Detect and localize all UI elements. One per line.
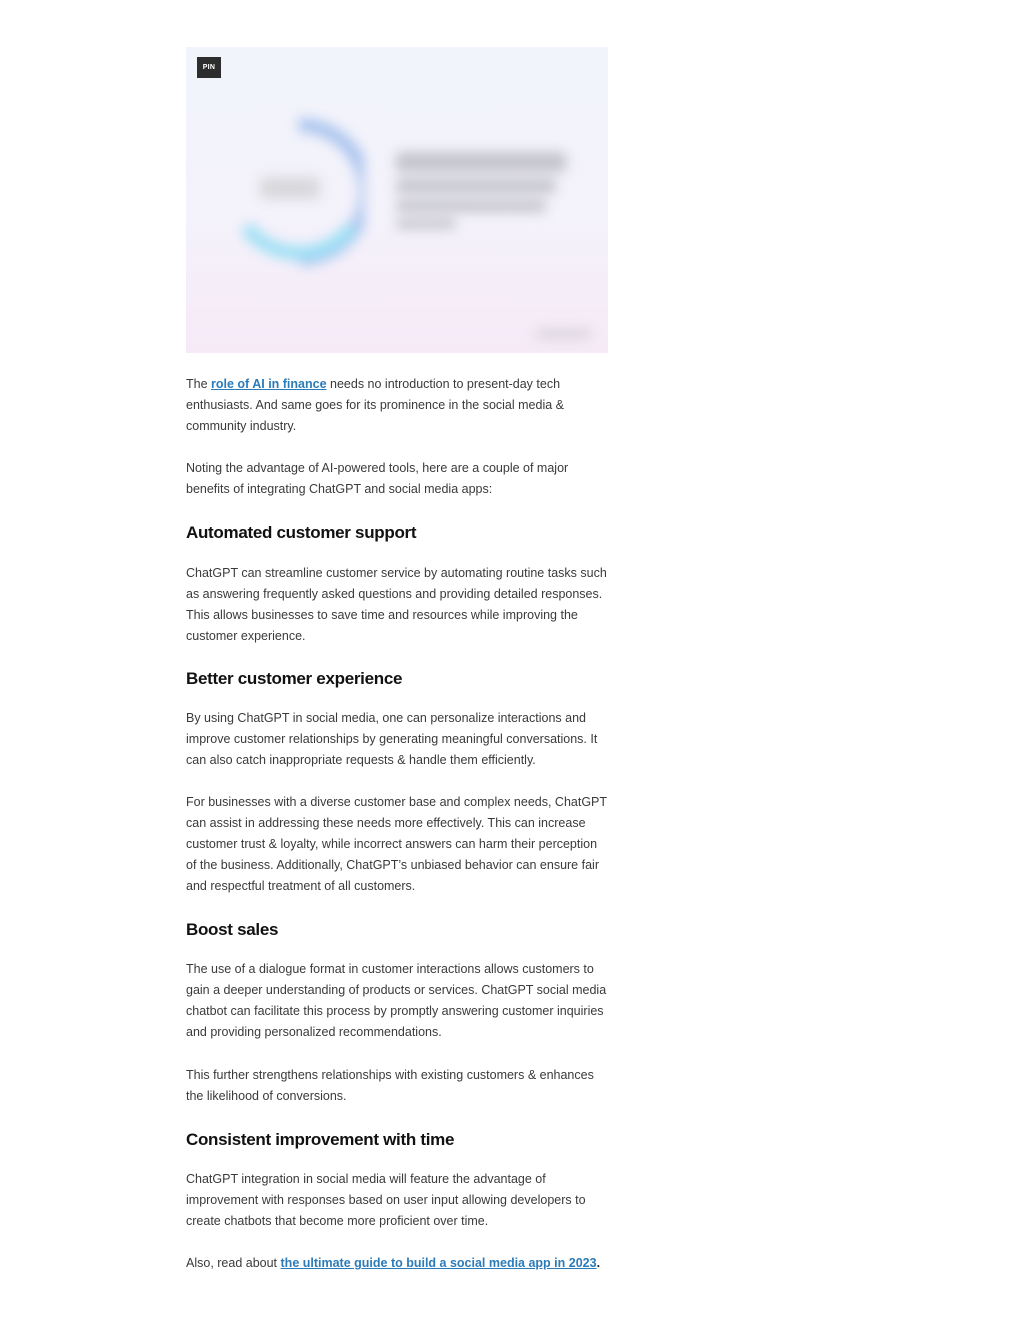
blurred-text-line [396, 179, 556, 193]
section-paragraph [186, 563, 608, 647]
paragraph-text: This further strengthens relationships with existing customers & enhances the likelihood of conversions. [186, 1068, 594, 1103]
hero-image-content [186, 47, 608, 353]
pin-button[interactable]: PIN [197, 57, 221, 78]
paragraph-text: The use of a dialogue format in customer interactions allows customers to gain a deeper understanding of products or services. ChatGPT social media chatbot can facilitate this process by promptly answering customer inquiries and providing personalized recommendations. [186, 962, 607, 1039]
intro-text: Noting the advantage of AI-powered tools, here are a couple of major benefits of integrating ChatGPT and social media apps: [186, 461, 569, 496]
intro-paragraph-1 [186, 374, 608, 437]
section-heading: Better customer experience [186, 669, 403, 688]
section-heading: Boost sales [186, 920, 279, 939]
paragraph-text: ChatGPT integration in social media will feature the advantage of improvement with responses based on user input allowing developers to create chatbots that become more proficient over time. [186, 1172, 586, 1228]
read-more-text: Also, read about [186, 1256, 281, 1270]
intro-text: needs no introduction to present-day tech enthusiasts. And same goes for its prominence in the social media & community industry. [186, 377, 564, 433]
period-text: . [596, 1256, 601, 1270]
article [186, 47, 608, 1270]
section-paragraph [186, 708, 608, 771]
section-heading: Automated customer support [186, 523, 417, 542]
role-of-ai-in-finance-link[interactable]: role of AI in finance [211, 377, 327, 391]
intro-text: The [186, 377, 212, 391]
blurred-text-line [396, 219, 456, 229]
blurred-text-line [396, 152, 566, 172]
hero-image [186, 47, 608, 353]
blurred-watermark [536, 329, 591, 339]
read-more-paragraph [186, 1253, 608, 1274]
blurred-text-line [396, 200, 546, 212]
paragraph-text: For businesses with a diverse customer base and complex needs, ChatGPT can assist in addressing these needs more effectively. This can increase customer trust & loyalty, while incorrect answers can harm their perception of the business. Additionally, ChatGPT’s unbiased behavior can ensure fair and respectful treatment of all customers. [186, 795, 607, 893]
section-paragraph [186, 959, 608, 1043]
paragraph-text: By using ChatGPT in social media, one can personalize interactions and improve customer relationships by generating meaningful conversations. It can also catch inappropriate requests & handle them efficiently. [186, 711, 598, 767]
section-paragraph [186, 792, 608, 897]
paragraph-text: ChatGPT can streamline customer service by automating routine tasks such as answering frequently asked questions and providing detailed responses. This allows businesses to save time and resources while improving the customer experience. [186, 566, 607, 643]
social-media-app-guide-link[interactable]: the ultimate guide to build a social media app in 2023 [280, 1256, 597, 1270]
donut-center-label [260, 177, 320, 199]
intro-paragraph-2 [186, 458, 608, 500]
section-heading: Consistent improvement with time [186, 1130, 455, 1149]
section-paragraph [186, 1169, 608, 1232]
section-paragraph [186, 1065, 608, 1107]
